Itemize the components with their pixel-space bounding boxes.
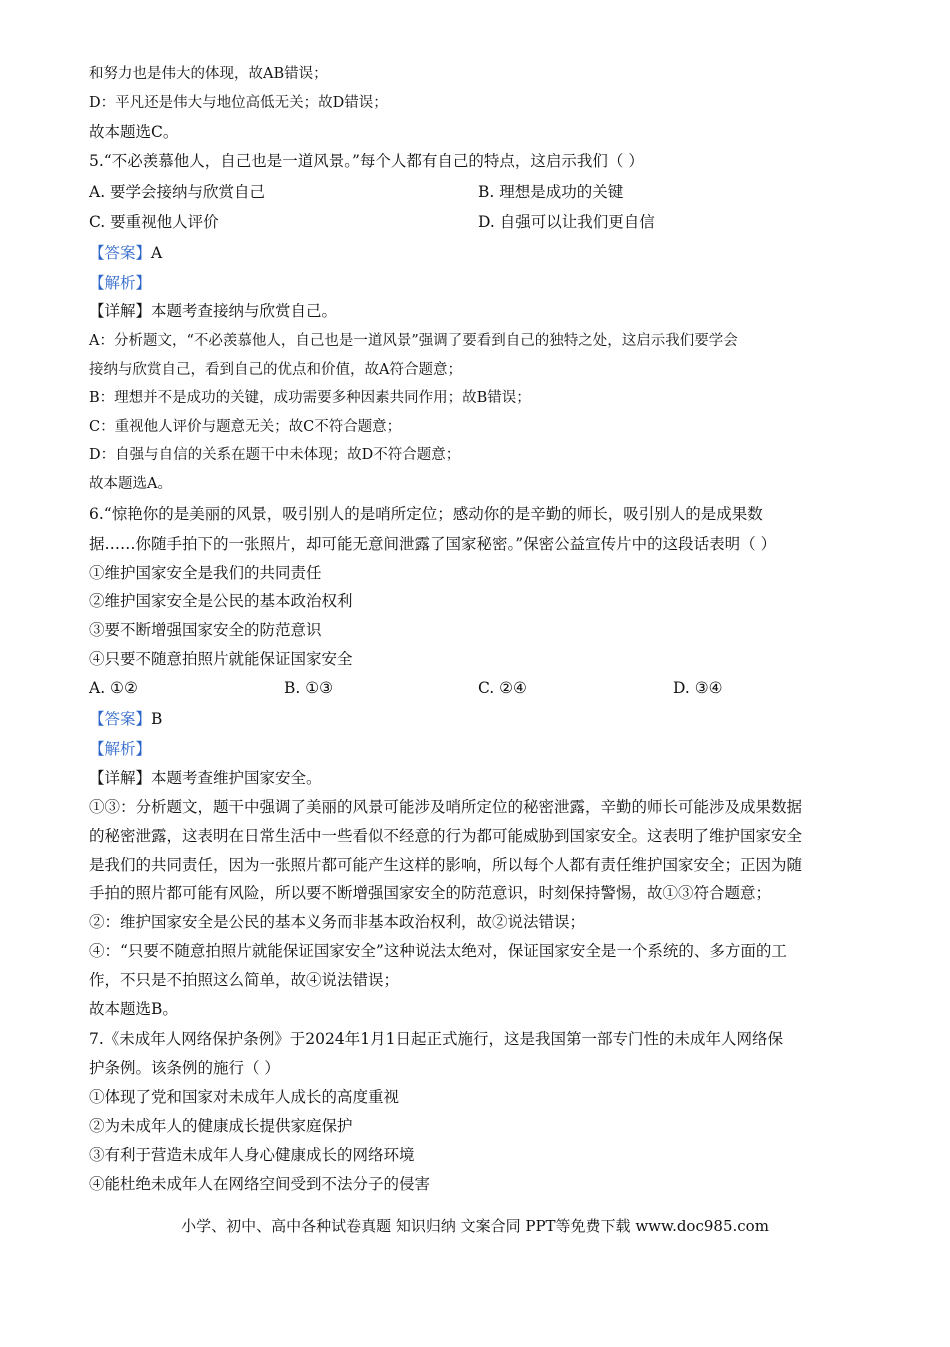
q5-explanation-line: B：理想并不是成功的关键，成功需要多种因素共同作用；故B错误； [89, 390, 531, 406]
q7-item: ①体现了党和国家对未成年人成长的高度重视 [89, 1088, 400, 1106]
q6-conclusion: 故本题选B。 [89, 1000, 178, 1018]
q7-item: ③有利于营造未成年人身心健康成长的网络环境 [89, 1146, 415, 1164]
q5-explanation-line: C：重视他人评价与题意无关；故C不符合题意； [89, 419, 402, 435]
answer-value: A [151, 244, 163, 262]
q6-item: ③要不断增强国家安全的防范意识 [89, 621, 322, 639]
answer-value: B [151, 710, 163, 728]
answer-tag: 【答案】 [89, 244, 152, 262]
q6-explanation-line: ①③：分析题文，题干中强调了美丽的风景可能涉及哨所定位的秘密泄露，辛勤的师长可能涉及成果数据 [89, 798, 803, 816]
q6-item: ①维护国家安全是我们的共同责任 [89, 564, 322, 582]
q7-stem-line: 护条例。该条例的施行（ ） [89, 1059, 280, 1077]
q5-option-d: D. 自强可以让我们更自信 [478, 213, 655, 231]
q5-explanation-line: D：自强与自信的关系在题干中未体现；故D不符合题意； [89, 447, 461, 463]
q6-explanation-line: ②：维护国家安全是公民的基本义务而非基本政治权利，故②说法错误； [89, 913, 586, 931]
q5-answer [89, 242, 162, 264]
q6-explanation-line: 手拍的照片都可能有风险，所以要不断增强国家安全的防范意识，时刻保持警惕，故①③符合题意； [89, 884, 772, 902]
q7-item: ②为未成年人的健康成长提供家庭保护 [89, 1117, 353, 1135]
q5-conclusion: 故本题选A。 [89, 476, 172, 492]
q5-detail: 【详解】本题考查接纳与欣赏自己。 [89, 302, 338, 320]
prev-explanation-line: D：平凡还是伟大与地位高低无关；故D错误； [89, 95, 388, 111]
q6-detail: 【详解】本题考查维护国家安全。 [89, 769, 322, 787]
q5-explanation-line: A：分析题文，“不必羡慕他人，自己也是一道风景”强调了要看到自己的独特之处，这启示我们要学会 [89, 333, 738, 349]
q5-option-b: B. 理想是成功的关键 [478, 183, 624, 201]
q5-explanation-line: 接纳与欣赏自己，看到自己的优点和价值，故A符合题意； [89, 362, 462, 378]
q6-option-c: C. ②④ [478, 679, 527, 697]
q6-option-d: D. ③④ [673, 679, 723, 697]
q6-stem-line: 据……你随手拍下的一张照片，却可能无意间泄露了国家秘密。”保密公益宣传片中的这段话表明（ ） [89, 535, 777, 553]
answer-tag: 【答案】 [89, 710, 152, 728]
q6-stem-line: 6.“惊艳你的是美丽的风景，吸引别人的是哨所定位；感动你的是辛勤的师长，吸引别人的是成果数 [89, 505, 763, 523]
page-footer: 小学、初中、高中各种试卷真题 知识归纳 文案合同 PPT等免费下载 www.doc985.com [181, 1217, 769, 1235]
q5-stem: 5.“不必羡慕他人，自己也是一道风景。”每个人都有自己的特点，这启示我们（ ） [89, 152, 644, 170]
prev-explanation-line: 和努力也是伟大的体现，故AB错误； [89, 66, 328, 82]
q6-analysis-tag: 【解析】 [89, 740, 152, 758]
q6-explanation-line: 的秘密泄露，这表明在日常生活中一些看似不经意的行为都可能威胁到国家安全。这表明了维护国家安全 [89, 827, 803, 845]
q7-stem-line: 7.《未成年人网络保护条例》于2024年1月1日起正式施行，这是我国第一部专门性的未成年人网络保 [89, 1030, 783, 1048]
q6-item: ④只要不随意拍照片就能保证国家安全 [89, 650, 353, 668]
q7-item: ④能杜绝未成年人在网络空间受到不法分子的侵害 [89, 1175, 431, 1193]
q5-option-a: A. 要学会接纳与欣赏自己 [89, 183, 266, 201]
q6-explanation-line: 作，不只是不拍照这么简单，故④说法错误； [89, 971, 400, 989]
q5-analysis-tag: 【解析】 [89, 274, 152, 292]
q6-explanation-line: 是我们的共同责任，因为一张照片都可能产生这样的影响，所以每个人都有责任维护国家安全；正因为随 [89, 856, 803, 874]
q6-answer [89, 708, 162, 730]
q6-option-a: A. ①② [89, 679, 138, 697]
q6-item: ②维护国家安全是公民的基本政治权利 [89, 592, 353, 610]
q6-explanation-line: ④：“只要不随意拍照片就能保证国家安全”这种说法太绝对，保证国家安全是一个系统的、多方面的工 [89, 942, 787, 960]
q6-option-b: B. ①③ [284, 679, 334, 697]
prev-conclusion: 故本题选C。 [89, 123, 179, 141]
q5-option-c: C. 要重视他人评价 [89, 213, 219, 231]
